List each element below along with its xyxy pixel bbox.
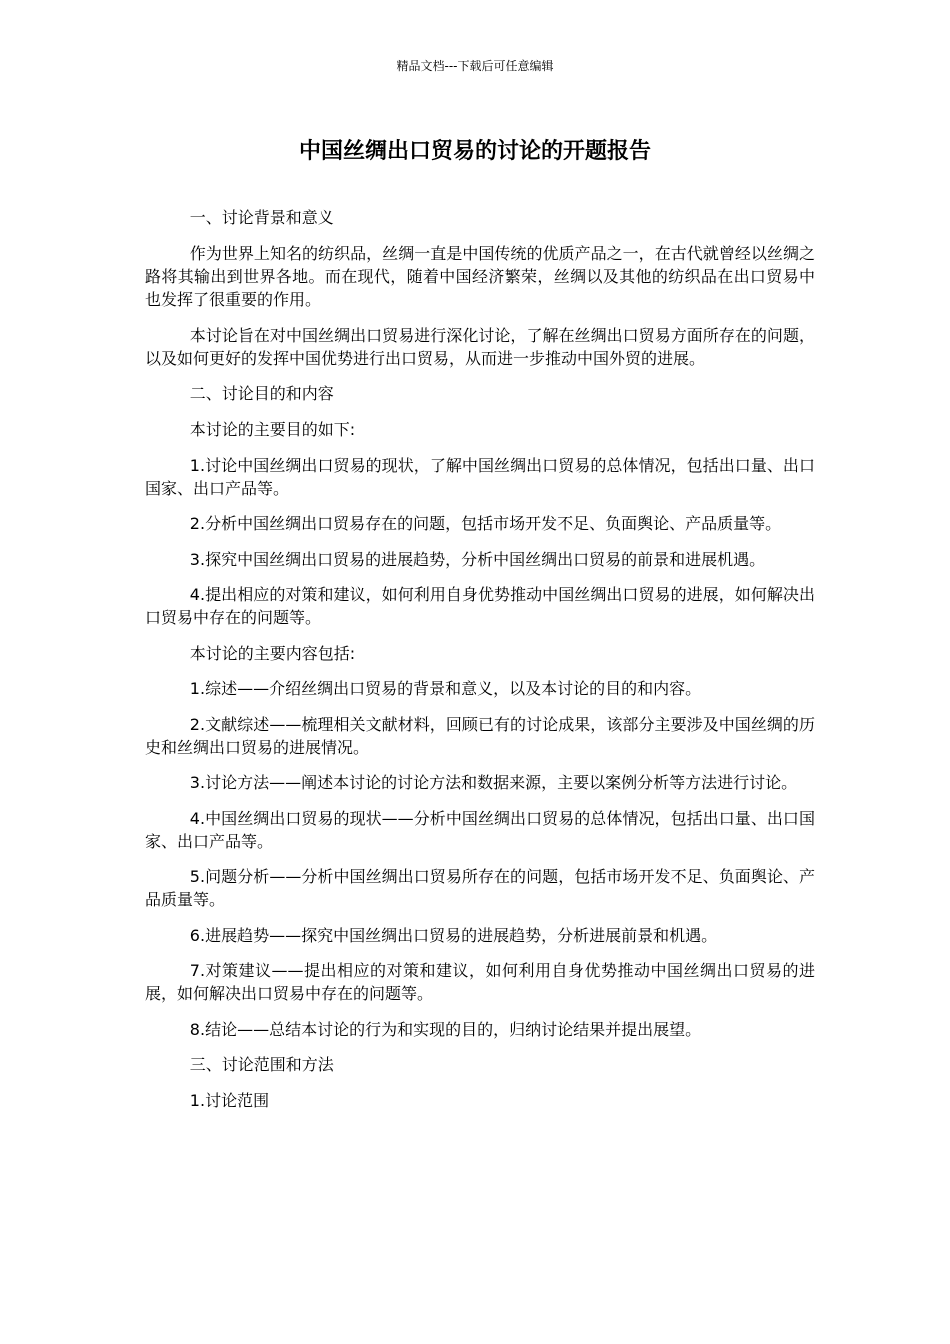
paragraph: 本讨论的主要目的如下:: [189, 420, 356, 439]
list-item: 2.分析中国丝绸出口贸易存在的问题，包括市场开发不足、负面舆论、产品质量等。: [189, 514, 782, 533]
list-item: 7.对策建议——提出相应的对策和建议，如何利用自身优势推动中国丝绸出口贸易的进展，如何解决出口贸易中存在的问题等。: [145, 961, 815, 1003]
section-heading-purpose: 二、讨论目的和内容: [189, 384, 334, 403]
paragraph: 本讨论旨在对中国丝绸出口贸易进行深化讨论，了解在丝绸出口贸易方面所存在的问题，以及如何更好的发挥中国优势进行出口贸易，从而进一步推动中国外贸的进展。: [145, 325, 815, 368]
list-item: 5.问题分析——分析中国丝绸出口贸易所存在的问题，包括市场开发不足、负面舆论、产品质量等。: [145, 867, 815, 909]
paragraph: 作为世界上知名的纺织品，丝绸一直是中国传统的优质产品之一，在古代就曾经以丝绸之路将其输出到世界各地。而在现代，随着中国经济繁荣，丝绸以及其他的纺织品在出口贸易中也发挥了很重要的作用。: [145, 244, 815, 309]
list-item: 6.进展趋势——探究中国丝绸出口贸易的进展趋势，分析进展前景和机遇。: [189, 925, 718, 945]
header-note: 精品文档---下载后可任意编辑: [396, 59, 554, 73]
list-item: 1.综述——介绍丝绸出口贸易的背景和意义，以及本讨论的目的和内容。: [189, 679, 702, 698]
list-item: 2.文献综述——梳理相关文献材料，回顾已有的讨论成果，该部分主要涉及中国丝绸的历史和丝绸出口贸易的进展情况。: [145, 714, 815, 757]
list-item: 4.提出相应的对策和建议，如何利用自身优势推动中国丝绸出口贸易的进展，如何解决出口贸易中存在的问题等。: [145, 585, 815, 627]
document-body: [145, 206, 815, 1125]
list-item: 1.讨论中国丝绸出口贸易的现状，了解中国丝绸出口贸易的总体情况，包括出口量、出口国家、出口产品等。: [145, 455, 815, 498]
section-heading-background: 一、讨论背景和意义: [189, 208, 334, 227]
paragraph: 本讨论的主要内容包括:: [189, 643, 356, 663]
section-heading-scope: 三、讨论范围和方法: [189, 1055, 334, 1074]
document-title: 中国丝绸出口贸易的讨论的开题报告: [298, 139, 651, 164]
list-item: 4.中国丝绸出口贸易的现状——分析中国丝绸出口贸易的总体情况，包括出口量、出口国家、出口产品等。: [145, 808, 815, 851]
subheading: 1.讨论范围: [189, 1091, 270, 1110]
list-item: 8.结论——总结本讨论的行为和实现的目的，归纳讨论结果并提出展望。: [189, 1019, 702, 1039]
list-item: 3.探究中国丝绸出口贸易的进展趋势，分析中国丝绸出口贸易的前景和进展机遇。: [189, 549, 766, 569]
list-item: 3.讨论方法——阐述本讨论的讨论方法和数据来源，主要以案例分析等方法进行讨论。: [189, 773, 798, 792]
